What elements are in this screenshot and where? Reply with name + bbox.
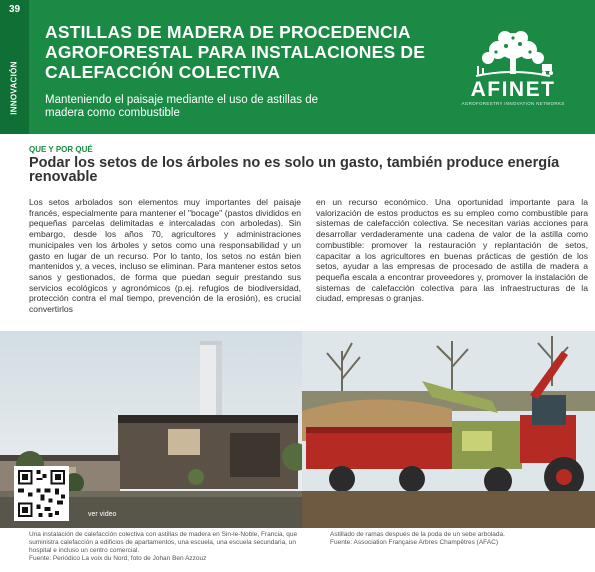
wood-chipping-photo <box>302 331 595 528</box>
logo-tagline: AGROFORESTRY INNOVATION NETWORKS <box>461 101 565 106</box>
article-column-left: Los setos arbolados son elementos muy importantes del paisaje francés, especialmente para mantener el "bocage" (pastos divididos en pequeñas parcelas delimitadas e intercaladas con arboledas). Sin embargo, desde los años 70, agricultores y administraciones municipales ven los árboles y setos como una responsabilidad y un gasto en lugar de un recurso. Por lo tanto, los setos no están bien mantenidos y, a veces, incluso se eliminan. Para mantener estos setos sanos y gestionados, de forma que puedan seguir prestando sus servicios ecológicos y agronómicos (p.ej. refugios de biodiversidad, protección contra el mal tiempo, prevención de la erosión), es crucial convertirlos <box>29 197 301 315</box>
caption-right-source: Fuente: Association Française Arbres Champêtres (AFAC) <box>330 539 498 546</box>
section-kicker: QUE Y POR QUÉ <box>29 145 93 154</box>
photo-caption-right <box>330 531 570 547</box>
logo-name: AFINET <box>470 78 556 101</box>
photo-caption-left <box>29 531 299 563</box>
page-number: 39 <box>8 4 21 15</box>
caption-left-text: Una instalación de calefacción colectiva con astillas de madera en Sin-le-Noble, Francia, que suministra calefacción a edificios de apartamentos, una escuela, una escuela secundaria, un hospital e incluso un centro comercial. <box>29 531 298 554</box>
caption-left-source: Fuente: Periódico La voix du Nord, foto de Johan Ben Azzouz <box>29 555 207 562</box>
page-title: ASTILLAS DE MADERA DE PROCEDENCIA AGROFORESTAL PARA INSTALACIONES DE CALEFACCIÓN COLECTIVA <box>45 22 426 82</box>
article-headline: Podar los setos de los árboles no es solo un gasto, también produce energía renovable <box>29 155 560 185</box>
page-subtitle: Manteniendo el paisaje mediante el uso de astillas de madera como combustible <box>45 94 318 119</box>
qr-code-icon[interactable] <box>14 466 69 521</box>
article-column-right: en un recurso económico. Una oportunidad importante para la valorización de estos productos es su empleo como combustible para sistemas de calefacción colectiva. Se necesitan varias acciones para desarrollar verdaderamente una cadena de valor de la astilla como combustible: promover la restauración y replantación de setos, capacitar a los agricultores en buenas prácticas de gestión de los setos, ayudar a las empresas de procesado de astilla de madera a pequeña escala a encontrar proveedores y, promover la instalación de sistemas de calefacción colectiva para las infraestructuras de la ciudad, empresas o granjas. <box>316 197 588 304</box>
section-label: INNOVACIÓN <box>9 61 19 115</box>
caption-right-text: Astillado de ramas después de la poda de un sebe arbolada. <box>330 531 505 538</box>
watch-video-link[interactable]: ver video <box>88 511 117 518</box>
